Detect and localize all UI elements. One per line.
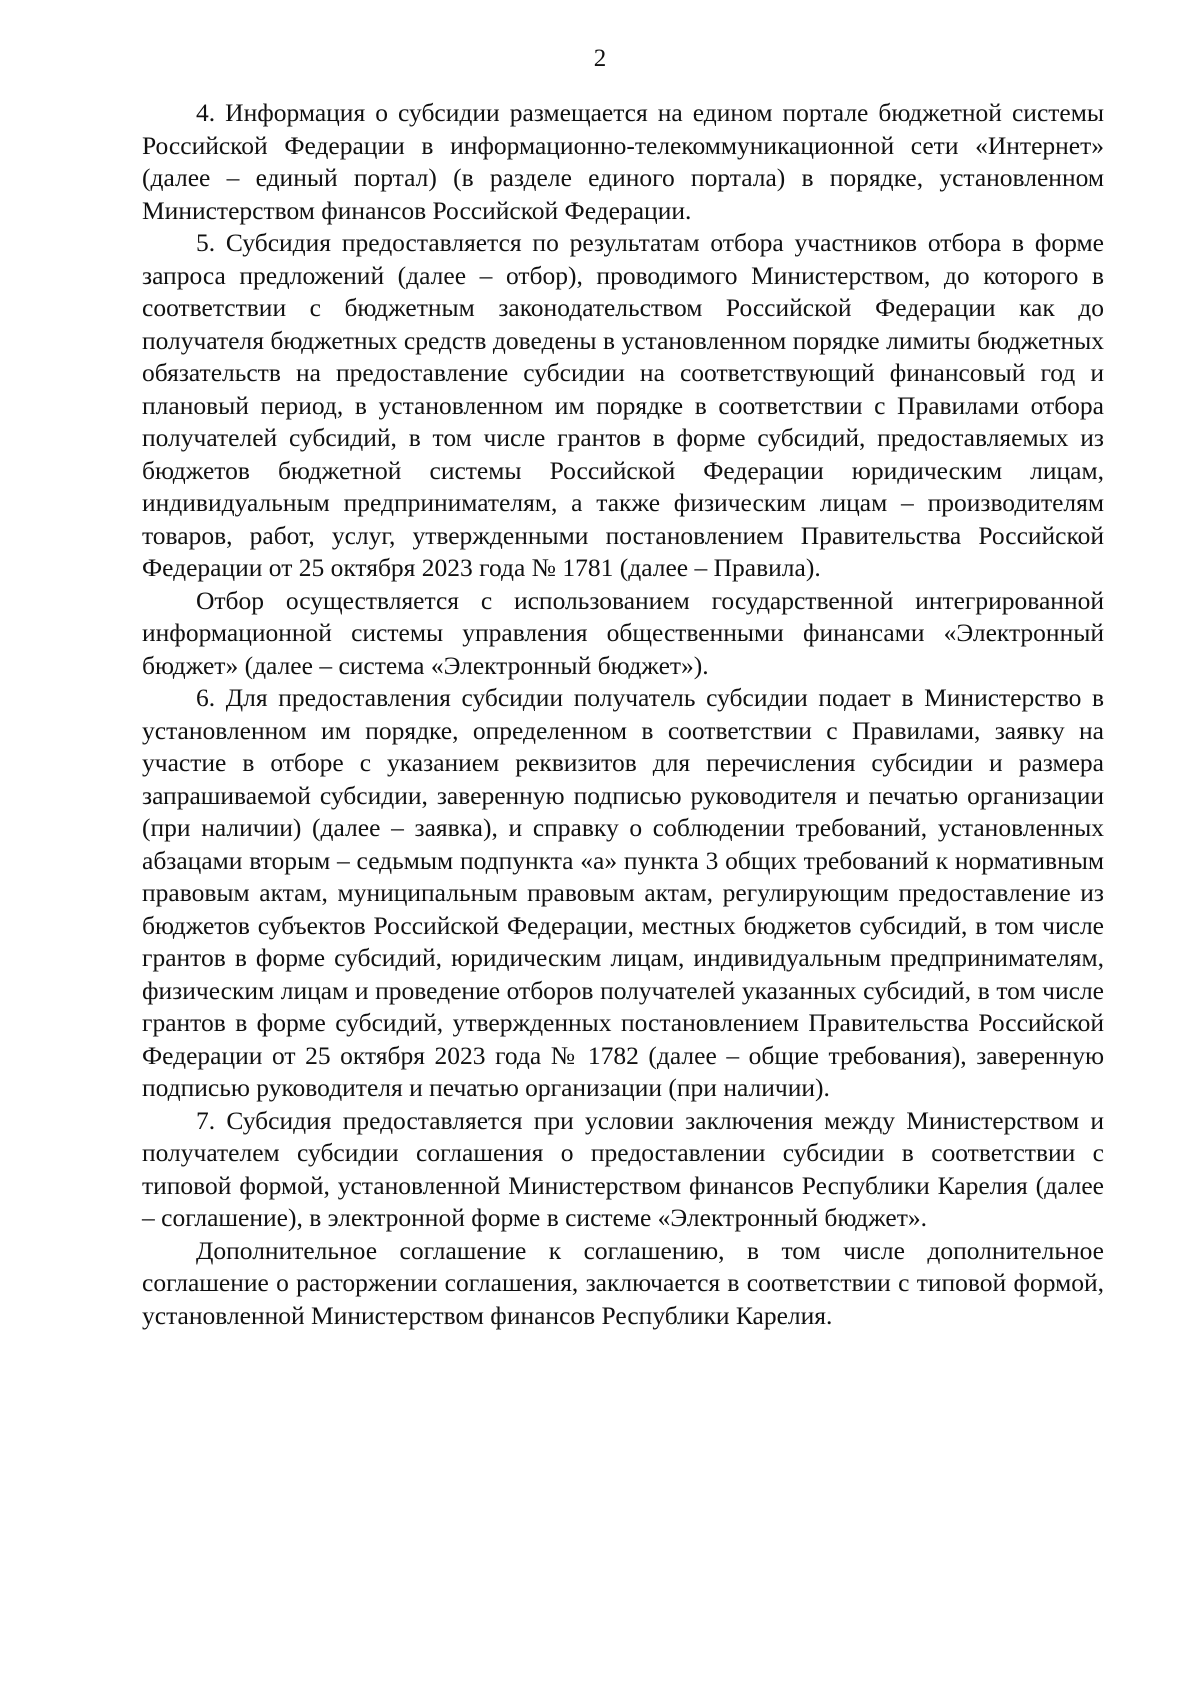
paragraph-5-selection: Отбор осуществляется с использованием государственной интегрированной информационной системы управления общественными финансами «Электронный бюджет» (далее – система «Электронный бюджет»).: [142, 585, 1104, 680]
page-number: 2: [593, 45, 607, 72]
paragraph-7: 7. Субсидия предоставляется при условии заключения между Министерством и получателем субсидии соглашения о предоставлении субсидии в соответствии с типовой формой, установленной Министерством финансов Республики Карелия (далее – соглашение), в электронной форме в системе «Электронный бюджет».: [142, 1105, 1104, 1232]
paragraph-7-additional-agreement: Дополнительное соглашение к соглашению, в том числе дополнительное соглашение о расторжении соглашения, заключается в соответствии с типовой формой, установленной Министерством финансов Республики Карелия.: [142, 1235, 1104, 1330]
paragraph-4: 4. Информация о субсидии размещается на едином портале бюджетной системы Российской Федерации в информационно-телекоммуникационной сети «Интернет» (далее – единый портал) (в разделе единого портала) в порядке, установленном Министерством финансов Российской Федерации.: [142, 98, 1104, 225]
paragraph-5: 5. Субсидия предоставляется по результатам отбора участников отбора в форме запроса предложений (далее – отбор), проводимого Министерством, до которого в соответствии с бюджетным законодательством Российской Федерации как до получателя бюджетных средств доведены в установленном порядке лимиты бюджетных обязательств на предоставление субсидии на соответствующий финансовый год и плановый период, в установленном им порядке в соответствии с Правилами отбора получателей субсидий, в том числе грантов в форме субсидий, предоставляемых из бюджетов бюджетной системы Российской Федерации юридическим лицам, индивидуальным предпринимателям, а также физическим лицам – производителям товаров, работ, услуг, утвержденными постановлением Правительства Российской Федерации от 25 октября 2023 года № 1781 (далее – Правила).: [142, 228, 1104, 582]
paragraph-6: 6. Для предоставления субсидии получатель субсидии подает в Министерство в установленном им порядке, определенном в соответствии с Правилами, заявку на участие в отборе с указанием реквизитов для перечисления субсидии и размера запрашиваемой субсидии, заверенную подписью руководителя и печатью организации (при наличии) (далее – заявка), и справку о соблюдении требований, установленных абзацами вторым – седьмым подпункта «а» пункта 3 общих требований к нормативным правовым актам, муниципальным правовым актам, регулирующим предоставление из бюджетов субъектов Российской Федерации, местных бюджетов субсидий, в том числе грантов в форме субсидий, юридическим лицам, индивидуальным предпринимателям, физическим лицам и проведение отборов получателей указанных субсидий, в том числе грантов в форме субсидий, утвержденных постановлением Правительства Российской Федерации от 25 октября 2023 года № 1782 (далее – общие требования), заверенную подписью руководителя и печатью организации (при наличии).: [142, 683, 1104, 1102]
document-body: [142, 97, 1104, 1332]
